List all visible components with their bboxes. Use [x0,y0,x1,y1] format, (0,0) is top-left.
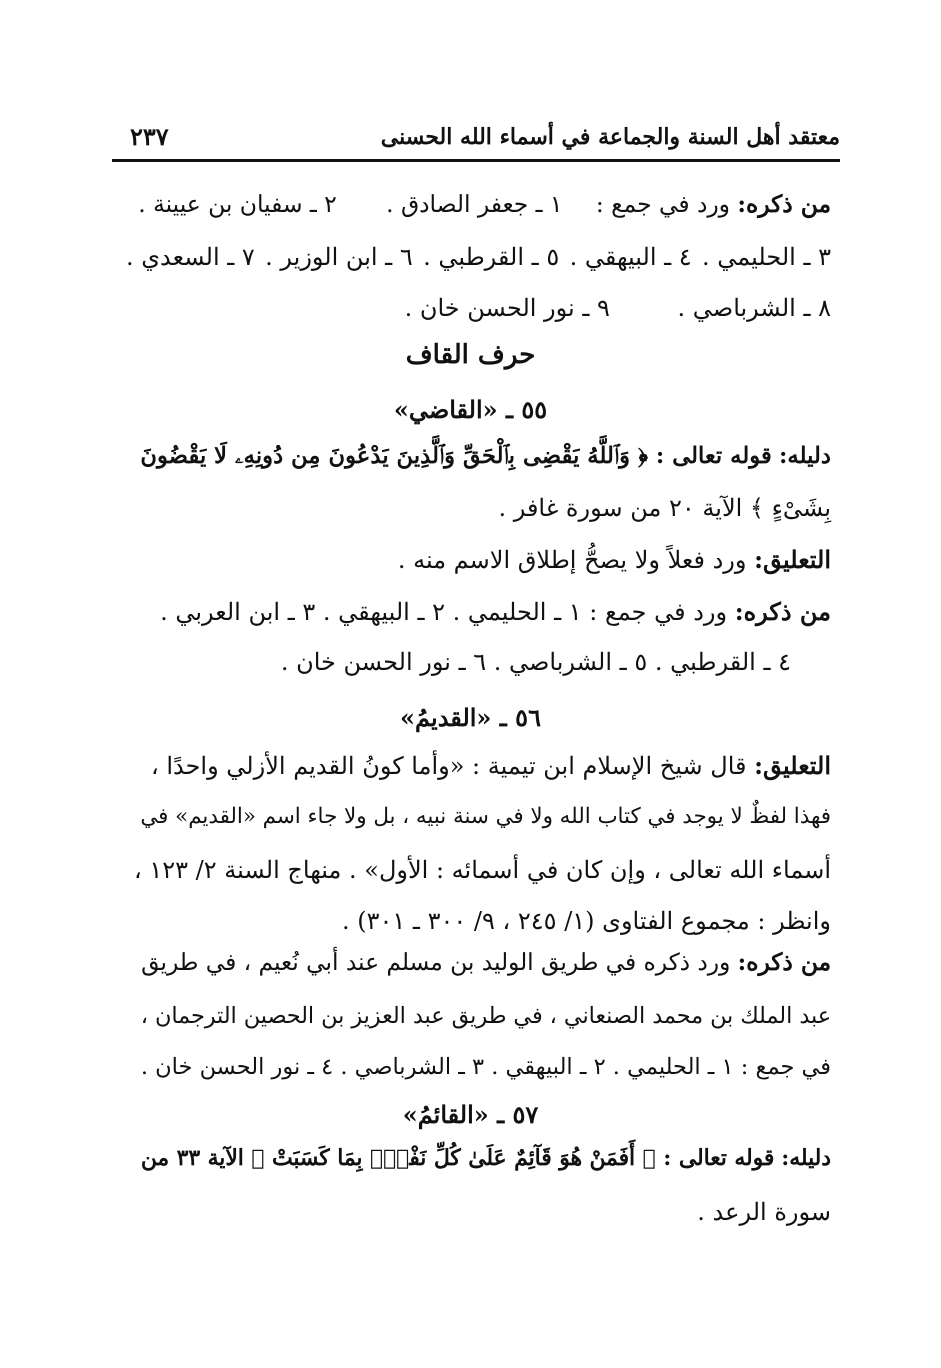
mentioners-line-2 [126,243,831,272]
mentioner-7: ٧ ـ السعدي . [126,243,255,271]
header-title: معتقد أهل السنة والجماعة في أسماء الله الحسنى [380,124,840,150]
page-number: ٢٣٧ [130,122,169,151]
mentioners-intro: ورد في جمع : [595,190,730,218]
mentioner-8: ٨ ـ الشرباصي . [677,294,831,322]
mentioners-keyword: من ذكره: [737,190,831,218]
entry-55-mentioners-line-2: ٤ ـ القرطبي . ٥ ـ الشرباصي . ٦ ـ نور الحسن خان . [280,648,791,676]
mentioners-keyword: من ذكره: [737,949,831,976]
mentioner-1: ١ ـ جعفر الصادق . [386,190,563,218]
mentioners-line-1 [138,190,831,218]
entry-57-evidence-line-2: سورة الرعد . [697,1198,831,1226]
entry-56-comment-line-1 [151,752,831,781]
entry-55-heading: ٥٥ ـ «القاضي» [393,395,548,424]
mentioner-4: ٤ ـ البيهقي . [569,243,692,271]
entry-56-comment-line-3: أسماء الله تعالى ، وإن كان في أسمائه : الأول» . منهاج السنة ٢/ ١٢٣ ، [134,856,831,884]
entry-55-mentioners-line-1 [160,598,831,627]
mentioner-3: ٣ ـ الحليمي . [702,243,831,271]
entry-56-mentioners-line-3: في جمع : ١ ـ الحليمي . ٢ ـ البيهقي . ٣ ـ الشرباصي . ٤ ـ نور الحسن خان . [140,1054,831,1080]
evidence-keyword: دليله: [781,1146,831,1171]
evidence-text: قوله تعالى : ﴿ وَٱللَّهُ يَقْضِى بِٱلْحَقِّ وَٱلَّذِينَ يَدْعُونَ مِن دُونِهِۦ لَا يَقْضُونَ [140,443,772,469]
comment-keyword: التعليق: [754,545,831,574]
mentioner-5: ٥ ـ القرطبي . [423,243,560,271]
entry-57-evidence-line-1 [141,1146,831,1172]
entry-57-heading: ٥٧ ـ «القائمُ» [402,1100,539,1129]
mentioners-line-3 [405,294,831,323]
entry-56-heading: ٥٦ ـ «القديمُ» [400,703,541,732]
header-rule [112,159,840,162]
entry-55-comment [398,546,831,575]
mentioners-text: ورد ذكره في طريق الوليد بن مسلم عند أبي نُعيم ، في طريق [141,949,731,976]
chapter-heading: حرف القاف [405,340,536,370]
comment-text: ورد فعلاً ولا يصحُّ إطلاق الاسم منه . [397,546,747,574]
comment-keyword: التعليق: [754,751,831,780]
entry-56-mentioners-line-1 [141,949,831,977]
mentioner-6: ٦ ـ ابن الوزير . [265,243,413,271]
comment-text: قال شيخ الإسلام ابن تيمية : «وأما كونُ القديم الأزلي واحدًا ، [150,752,747,780]
mentioner-9: ٩ ـ نور الحسن خان . [404,294,610,322]
evidence-keyword: دليله: [779,443,831,469]
entry-55-evidence-line-2: بِشَىْءٍ ﴾ الآية ٢٠ من سورة غافر . [498,494,831,522]
mentioner-2: ٢ ـ سفيان بن عيينة . [138,190,337,218]
running-header [120,118,840,158]
entry-56-comment-line-4: وانظر : مجموع الفتاوى (١/ ٢٤٥ ، ٩/ ٣٠٠ ـ ٣٠١) . [342,907,831,935]
evidence-text: قوله تعالى : ﴿ أَفَمَنْ هُوَ قَآئِمٌ عَلَىٰ كُلِّ نَفْسٍۭ بِمَا كَسَبَتْ ﴾ الآية ٣٣ من [140,1146,775,1171]
mentioners-text: ورد في جمع : ١ ـ الحليمي . ٢ ـ البيهقي . ٣ ـ ابن العربي . [160,598,728,626]
entry-55-evidence-line-1 [126,443,831,470]
entry-56-mentioners-line-2: عبد الملك بن محمد الصنعاني ، في طريق عبد العزيز بن الحصين الترجمان ، [140,1003,831,1029]
mentioners-keyword: من ذكره: [734,597,831,626]
entry-56-comment-line-2: فهذا لفظٌ لا يوجد في كتاب الله ولا في سنة نبيه ، بل ولا جاء اسم «القديم» في [140,804,831,829]
